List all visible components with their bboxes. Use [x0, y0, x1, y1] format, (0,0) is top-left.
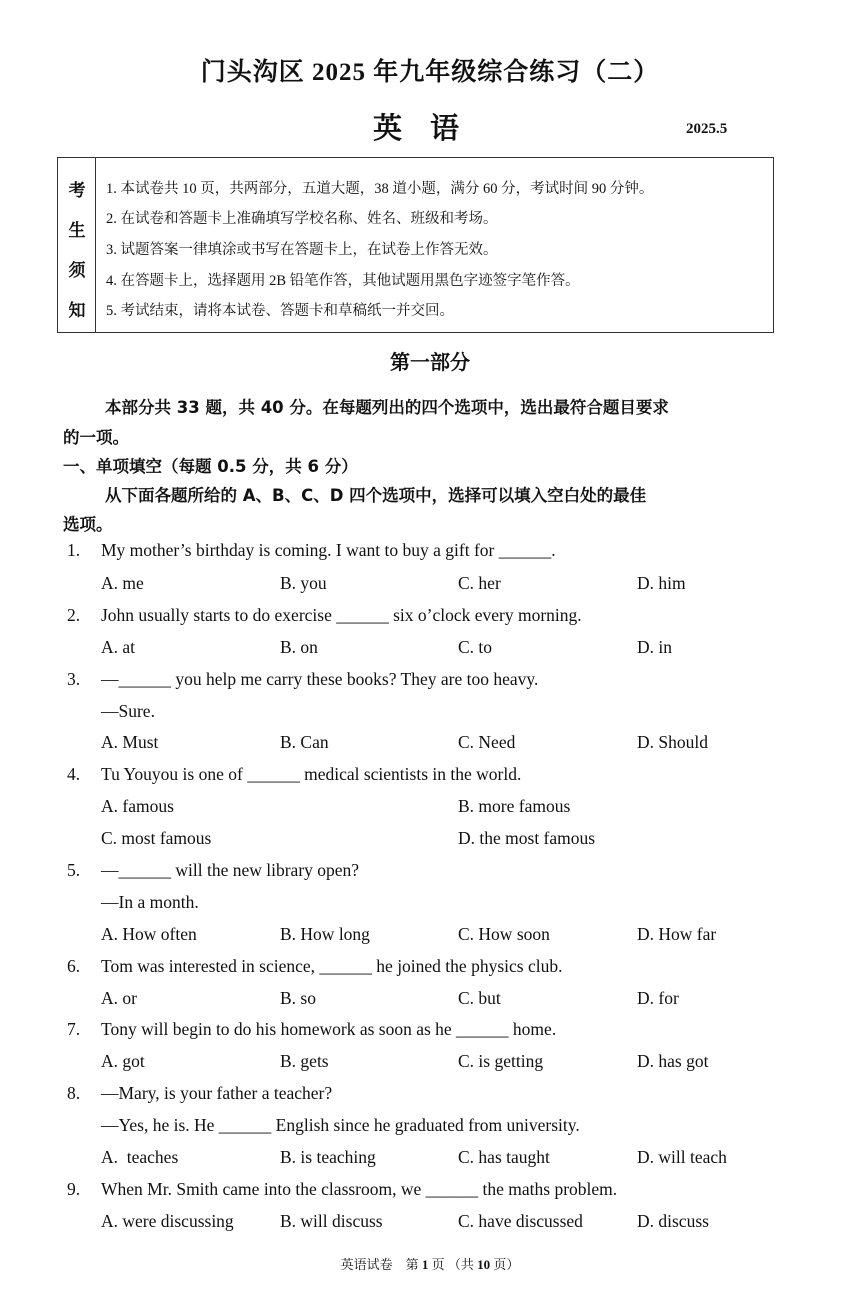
option-c[interactable]: C. Need: [458, 732, 516, 752]
footer-page-number: 1: [421, 1257, 429, 1272]
question-stem-reply: —Sure.: [101, 701, 155, 721]
option-b[interactable]: B. so: [280, 988, 316, 1008]
question-stem: My mother’s birthday is coming. I want to buy a gift for ______.: [101, 540, 556, 560]
question-stem: Tu Youyou is one of ______ medical scientists in the world.: [101, 764, 522, 784]
option-d[interactable]: D. has got: [637, 1051, 709, 1071]
exam-title: 门头沟区 2025 年九年级综合练习（二）: [200, 59, 660, 86]
notice-label-char: 考: [68, 181, 86, 200]
question-number: 1.: [67, 540, 81, 560]
exam-subject: 英语: [372, 113, 487, 145]
option-d[interactable]: D. him: [637, 573, 686, 593]
option-c[interactable]: C. is getting: [458, 1051, 544, 1071]
option-d[interactable]: D. in: [637, 637, 672, 657]
option-a[interactable]: A. How often: [101, 924, 197, 944]
part-intro: 本部分共 33 题，共 40 分。在每题列出的四个选项中，选出最符合题目要求: [105, 398, 669, 417]
notice-rule: 3. 试题答案一律填涂或书写在答题卡上，在试卷上作答无效。: [106, 242, 498, 258]
option-c[interactable]: C. but: [458, 988, 501, 1008]
question-stem-reply: —Yes, he is. He ______ English since he graduated from university.: [101, 1115, 580, 1135]
section-instructions: 从下面各题所给的 A、B、C、D 四个选项中，选择可以填入空白处的最佳: [105, 486, 647, 505]
candidate-notice-box: [57, 157, 774, 333]
option-d[interactable]: D. discuss: [637, 1211, 709, 1231]
option-a[interactable]: A. famous: [101, 796, 174, 816]
question-number: 5.: [67, 860, 81, 880]
option-c[interactable]: C. How soon: [458, 924, 550, 944]
footer-prefix: 英语试卷 第: [340, 1257, 419, 1272]
question-stem: Tom was interested in science, ______ he joined the physics club.: [101, 956, 563, 976]
option-b[interactable]: B. is teaching: [280, 1147, 376, 1167]
question-number: 2.: [67, 605, 81, 625]
notice-rule: 4. 在答题卡上，选择题用 2B 铅笔作答，其他试题用黑色字迹签字笔作答。: [106, 273, 580, 289]
question-number: 7.: [67, 1019, 81, 1039]
notice-rule: 2. 在试卷和答题卡上准确填写学校名称、姓名、班级和考场。: [106, 211, 498, 227]
part-intro-continued: 的一项。: [63, 428, 129, 447]
question-number: 3.: [67, 669, 81, 689]
section-heading: 一、单项填空（每题 0.5 分，共 6 分）: [63, 457, 358, 476]
option-c[interactable]: C. most famous: [101, 828, 212, 848]
footer-middle: 页 （共: [431, 1257, 474, 1272]
option-b[interactable]: B. will discuss: [280, 1211, 383, 1231]
option-a[interactable]: A. or: [101, 988, 137, 1008]
part-title: 第一部分: [390, 352, 470, 374]
option-d[interactable]: D. for: [637, 988, 679, 1008]
option-a[interactable]: A. Must: [101, 732, 159, 752]
option-c[interactable]: C. to: [458, 637, 493, 657]
question-stem: John usually starts to do exercise ______ six o’clock every morning.: [101, 605, 582, 625]
question-stem: Tony will begin to do his homework as soon as he ______ home.: [101, 1019, 557, 1039]
question-stem: —______ you help me carry these books? They are too heavy.: [101, 669, 539, 689]
notice-label-column: [58, 158, 96, 332]
notice-label-char: 须: [68, 261, 86, 280]
option-d[interactable]: D. How far: [637, 924, 717, 944]
option-b[interactable]: B. gets: [280, 1051, 329, 1071]
notice-rule: 5. 考试结束，请将本试卷、答题卡和草稿纸一并交回。: [106, 303, 454, 319]
footer-total-pages: 10: [477, 1257, 491, 1272]
option-d[interactable]: D. will teach: [637, 1147, 727, 1167]
question-stem: —______ will the new library open?: [101, 860, 360, 880]
section-instructions-continued: 选项。: [63, 515, 113, 534]
notice-label-char: 生: [68, 221, 86, 240]
option-b[interactable]: B. How long: [280, 924, 370, 944]
question-number: 6.: [67, 956, 81, 976]
option-a[interactable]: A. were discussing: [101, 1211, 234, 1231]
question-stem-reply: —In a month.: [101, 892, 199, 912]
question-number: 9.: [67, 1179, 81, 1199]
option-a[interactable]: A. at: [101, 637, 136, 657]
option-b[interactable]: B. Can: [280, 732, 329, 752]
option-c[interactable]: C. has taught: [458, 1147, 550, 1167]
option-c[interactable]: C. her: [458, 573, 501, 593]
option-c[interactable]: C. have discussed: [458, 1211, 583, 1231]
option-a[interactable]: A. got: [101, 1051, 145, 1071]
question-stem: When Mr. Smith came into the classroom, we ______ the maths problem.: [101, 1179, 618, 1199]
question-number: 8.: [67, 1083, 81, 1103]
option-b[interactable]: B. on: [280, 637, 318, 657]
option-b[interactable]: B. more famous: [458, 796, 571, 816]
notice-rule: 1. 本试卷共 10 页，共两部分，五道大题，38 道小题，满分 60 分，考试时间 90 分钟。: [106, 181, 654, 197]
notice-label-char: 知: [68, 301, 86, 320]
footer-suffix: 页）: [493, 1257, 520, 1272]
question-number: 4.: [67, 764, 81, 784]
exam-date: 2025.5: [686, 121, 728, 137]
page-footer: [0, 1254, 860, 1273]
option-b[interactable]: B. you: [280, 573, 327, 593]
option-a[interactable]: A. teaches: [101, 1147, 179, 1167]
option-d[interactable]: D. the most famous: [458, 828, 596, 848]
option-d[interactable]: D. Should: [637, 732, 708, 752]
option-a[interactable]: A. me: [101, 573, 144, 593]
question-stem: —Mary, is your father a teacher?: [101, 1083, 333, 1103]
